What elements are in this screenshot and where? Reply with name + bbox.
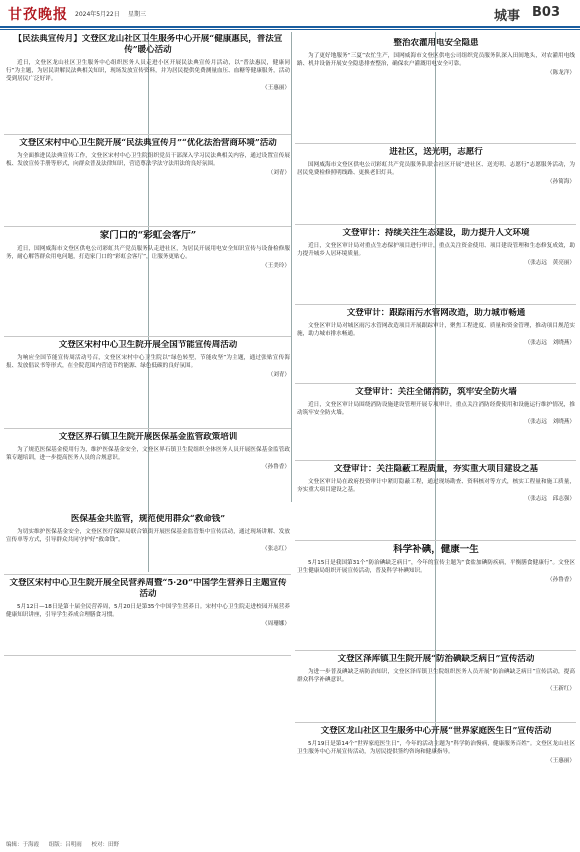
article-body: 为了更好地服务“三夏”农忙生产，国网威海市文登区供电公司组织党员服务队深入田间地头，对农灌用电线路、机井设备开展安全隐患排查整治，确保农户灌溉用电安全可靠。	[297, 53, 575, 67]
article-headline: 文登审计：关注全储消防，筑牢安全防火墙	[355, 387, 517, 397]
article-headline: 文登区宋村中心卫生院开展“民法典宣传月”“优化法治营商环境”活动	[19, 138, 277, 148]
article-divider	[295, 650, 576, 651]
article-headline: 【民法典宣传月】文登区龙山社区卫生服务中心开展“健康惠民，普法宣传”暖心活动	[13, 34, 283, 55]
article-headline: 文登区宋村中心卫生院开展全民营养周暨“5·20”中国学生营养日主题宣传活动	[9, 578, 287, 599]
article-body: 文登区审计局在政府投资审计中紧盯隐蔽工程，通过现场勘查、资料核对等方式，核实工程量和施工质量，夯实重大项目建设之基。	[297, 479, 575, 493]
article-body: 为进一步普及碘缺乏病防治知识，文登区泽库镇卫生院组织医务人员开展“防治碘缺乏病日”宣传活动，提高群众科学补碘意识。	[297, 669, 575, 683]
proofread-credit: 校对：田野	[91, 842, 120, 848]
article-byline: （孙简海）	[547, 179, 575, 185]
article-body: 为切实维护医保基金安全，文登区医疗保障局联合镇街开展医保基金监管集中宣传活动，通过现场讲解、发放宣传单等方式，引导群众共同守护好“救命钱”。	[6, 529, 290, 543]
article-byline: （王惠丽）	[262, 85, 290, 91]
article-body: 5月12日—18日是第十届全民营养周，5月20日是第35个中国学生营养日。宋村中心卫生院走进校园开展营养健康知识讲座，引导学生养成合理膳食习惯。	[6, 604, 290, 618]
article-divider	[295, 460, 576, 461]
article-headline: 进社区，送光明，志愿行	[389, 147, 483, 157]
article	[297, 387, 575, 458]
article-body: 为响应全国节能宣传周活动号召，文登区宋村中心卫生院以“绿色转型，节能攻坚”为主题，通过张贴宣传海报、发放倡议书等形式，在全院范围内营造节约能源、绿色低碳的良好氛围。	[6, 355, 290, 369]
article	[297, 38, 575, 141]
article	[6, 230, 290, 334]
article	[6, 138, 290, 224]
page-number: B03	[532, 5, 560, 20]
article-divider	[295, 143, 576, 144]
article	[6, 340, 290, 426]
article-headline: 医保基金共监管，规范使用群众“救命钱”	[70, 514, 226, 524]
article-byline: （孙鲁香）	[547, 577, 575, 583]
article-divider	[295, 304, 576, 305]
article-byline: （张志远 刘晓燕）	[524, 419, 575, 425]
article-byline: （张志远 邱志强）	[524, 496, 575, 502]
article	[297, 544, 575, 648]
article	[6, 514, 290, 572]
article-divider	[295, 722, 576, 723]
header-rule-thin	[0, 29, 580, 30]
article-headline: 文登区龙山社区卫生服务中心开展“世界家庭医生日”宣传活动	[320, 726, 552, 736]
newspaper-logo: 甘孜晚报	[8, 7, 68, 23]
article-divider	[4, 336, 291, 337]
article	[6, 432, 290, 512]
layout-credit: 组版：吕明雨	[48, 842, 82, 848]
editor-credit: 编辑：于海霞	[6, 842, 40, 848]
masthead	[0, 0, 580, 26]
article-byline: （张志红）	[262, 546, 290, 552]
article-body: 国网威海市文登区供电公司彩虹共产党员服务队联合社区开展“进社区、送光明、志愿行”志愿服务活动，为居民免费检修照明线路、更换老旧灯具。	[297, 162, 575, 176]
article	[297, 654, 575, 720]
article-byline: （张志远 刘晓燕）	[524, 340, 575, 346]
article-byline: （王美玲）	[262, 263, 290, 269]
issue-date: 2024年5月22日	[75, 11, 120, 18]
article-body: 近日，文登区龙山社区卫生服务中心组织医务人员走进小区开展民法典宣传月活动，以“普法惠民，健康同行”为主题，为居民讲解民法典相关知识，现场发放宣传资料，并为居民提供免费测量血压、血糖等健康服务，活动受到居民广泛好评。	[6, 60, 290, 82]
article-divider	[4, 655, 291, 656]
article-divider	[295, 224, 576, 225]
article-body: 5月19日是第14个“世界家庭医生日”，今年的活动主题为“科学防治慢病，健康服务百姓”。文登区龙山社区卫生服务中心开展宣传活动，为居民提供签约咨询和健康指导。	[297, 741, 575, 755]
article	[6, 34, 290, 132]
header-rule	[0, 26, 580, 28]
article-headline: 文登区泽库镇卫生院开展“防治碘缺乏病日”宣传活动	[337, 654, 535, 664]
article-body: 为全面推进民法典宣传工作，文登区宋村中心卫生院组织党员干部深入学习民法典相关内容，通过设置宣传展板、发放宣传手册等形式，向群众普及法律知识，营造尊法学法守法用法的良好氛围。	[6, 153, 290, 167]
article-divider	[295, 540, 576, 541]
article-headline: 文登区宋村中心卫生院开展全国节能宣传周活动	[58, 340, 238, 350]
article	[297, 228, 575, 302]
article-headline: 家门口的“彩虹会客厅”	[99, 230, 197, 241]
article-headline: 文登审计：关注隐蔽工程质量，夯实重大项目建设之基	[333, 464, 538, 474]
column-divider	[291, 32, 292, 502]
article	[297, 726, 575, 836]
article-headline: 整治农灌用电安全隐患	[393, 38, 479, 48]
article-byline: （周珊娜）	[262, 621, 290, 627]
article-byline: （刘青）	[267, 372, 290, 378]
article-byline: （刘青）	[267, 170, 290, 176]
article-divider	[4, 226, 291, 227]
article-byline: （张志远 黄亮丽）	[524, 260, 575, 266]
article-headline: 文登区界石镇卫生院开展医保基金监管政策培训	[58, 432, 238, 442]
article-headline: 文登审计：持续关注生态建设，助力提升人文环境	[342, 228, 530, 238]
article	[297, 308, 575, 381]
issue-weekday: 星期三	[128, 11, 147, 18]
article-byline: （孙鲁香）	[262, 464, 290, 470]
page-credits	[6, 840, 127, 848]
article-body: 5月15日是我国第31个“防治碘缺乏病日”，今年的宣传主题为“食盐加碘防疾病，平衡膳食健康行”。文登区卫生健康局组织开展宣传活动，普及科学补碘知识。	[297, 560, 575, 574]
article-divider	[4, 428, 291, 429]
article-body: 近日，国网威海市文登区供电公司彩虹共产党员服务队走进社区，为居民开展用电安全知识宣传与设备检修服务，耐心解答群众用电问题，打造家门口的“彩虹会客厅”，让服务更贴心。	[6, 246, 290, 260]
article-byline: （王惠丽）	[547, 758, 575, 764]
article-body: 为了规范医保基金使用行为，维护医保基金安全，文登区界石镇卫生院组织全体医务人员开展医保基金监管政策专题培训，进一步提高医务人员的合规意识。	[6, 447, 290, 461]
article-byline: （王新红）	[547, 686, 575, 692]
article-divider	[4, 574, 291, 575]
article-byline: （陈龙洋）	[547, 70, 575, 76]
article	[6, 578, 290, 653]
article	[297, 147, 575, 222]
article	[297, 464, 575, 538]
article-divider	[4, 134, 291, 135]
section-title: 城事	[494, 9, 521, 24]
article-body: 文登区审计局对城区雨污水管网改造项目开展跟踪审计，聚焦工程进度、质量和资金管理，推动项目规范实施，助力城市排水畅通。	[297, 323, 575, 337]
article-headline: 科学补碘，健康一生	[393, 544, 479, 555]
article-body: 近日，文登区审计局对重点生态保护项目进行审计，重点关注资金使用、项目建设管理和生态修复成效，助力提升城乡人居环境质量。	[297, 243, 575, 257]
article-body: 近日，文登区审计局围绕消防设施建设管理开展专项审计，重点关注消防经费使用和设施运行维护情况，推动筑牢安全防火墙。	[297, 402, 575, 416]
article-divider	[295, 383, 576, 384]
article-headline: 文登审计：跟踪雨污水管网改造，助力城市畅通	[346, 308, 526, 318]
